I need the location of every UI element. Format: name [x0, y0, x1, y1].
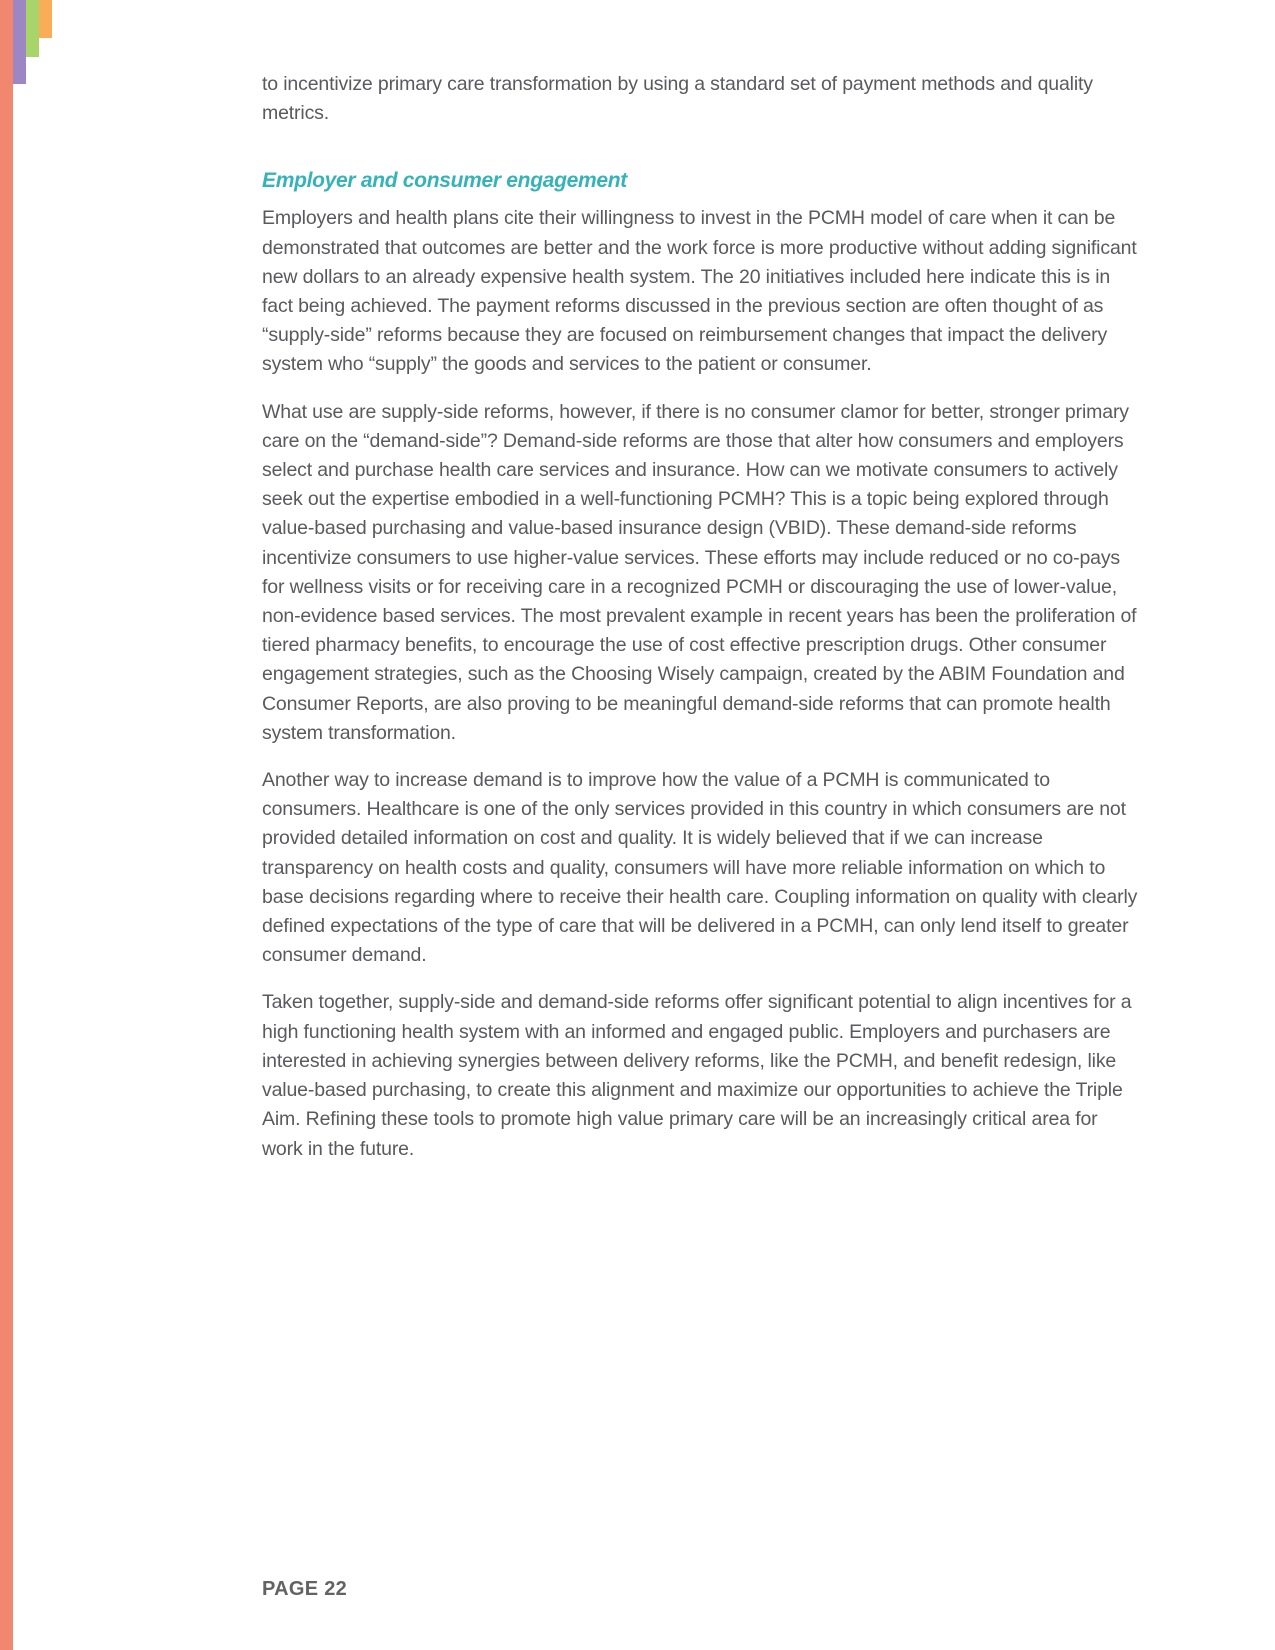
body-paragraph-2: What use are supply-side reforms, however, if there is no consumer clamor for better, stronger primary care on the “demand-side”? Demand-side reforms are those that alter how consumers and employers select and purchase health care services and insurance. How can we motivate consumers to actively seek out the expertise embodied in a well-functioning PCMH? This is a topic being explored through value-based purchasing and value-based insurance design (VBID). These demand-side reforms incentivize consumers to use higher-value services. These efforts may include reduced or no co-pays for wellness visits or for receiving care in a recognized PCMH or discouraging the use of lower-value, non-evidence based services. The most prevalent example in recent years has been the proliferation of tiered pharmacy benefits, to encourage the use of cost effective prescription drugs. Other consumer engagement strategies, such as the Choosing Wisely campaign, created by the ABIM Foundation and Consumer Reports, are also proving to be meaningful demand-side reforms that can promote health system transformation. — [262, 400, 1137, 744]
document-body — [262, 70, 1142, 1182]
page-number: PAGE 22 — [262, 1578, 348, 1600]
decorative-stripe-green — [26, 0, 39, 57]
decorative-stripe-orange — [39, 0, 52, 38]
body-paragraph-3: Another way to increase demand is to improve how the value of a PCMH is communicated to consumers. Healthcare is one of the only services provided in this country in which consumers are not provided detailed information on cost and quality. It is widely believed that if we can increase transparency on health costs and quality, consumers will have more reliable information on which to base decisions regarding where to receive their health care. Coupling information on quality with clearly defined expectations of the type of care that will be delivered in a PCMH, can only lend itself to greater consumer demand. — [262, 769, 1138, 967]
decorative-stripe-coral — [0, 0, 13, 1650]
intro-paragraph: to incentivize primary care transformation by using a standard set of payment methods and quality metrics. — [262, 73, 1093, 125]
section-heading: Employer and consumer engagement — [262, 169, 627, 193]
decorative-stripe-purple — [13, 0, 26, 84]
body-paragraph-4: Taken together, supply-side and demand-side reforms offer significant potential to align incentives for a high functioning health system with an informed and engaged public. Employers and purchasers are interested in achieving synergies between delivery reforms, like the PCMH, and benefit redesign, like value-based purchasing, to create this alignment and maximize our opportunities to achieve the Triple Aim. Refining these tools to promote high value primary care will be an increasingly critical area for work in the future. — [262, 991, 1132, 1160]
body-paragraph-1: Employers and health plans cite their willingness to invest in the PCMH model of care when it can be demonstrated that outcomes are better and the work force is more productive without adding significant new dollars to an already expensive health system. The 20 initiatives included here indicate this is in fact being achieved. The payment reforms discussed in the previous section are often thought of as “supply-side” reforms because they are focused on reimbursement changes that impact the delivery system who “supply” the goods and services to the patient or consumer. — [262, 207, 1137, 376]
